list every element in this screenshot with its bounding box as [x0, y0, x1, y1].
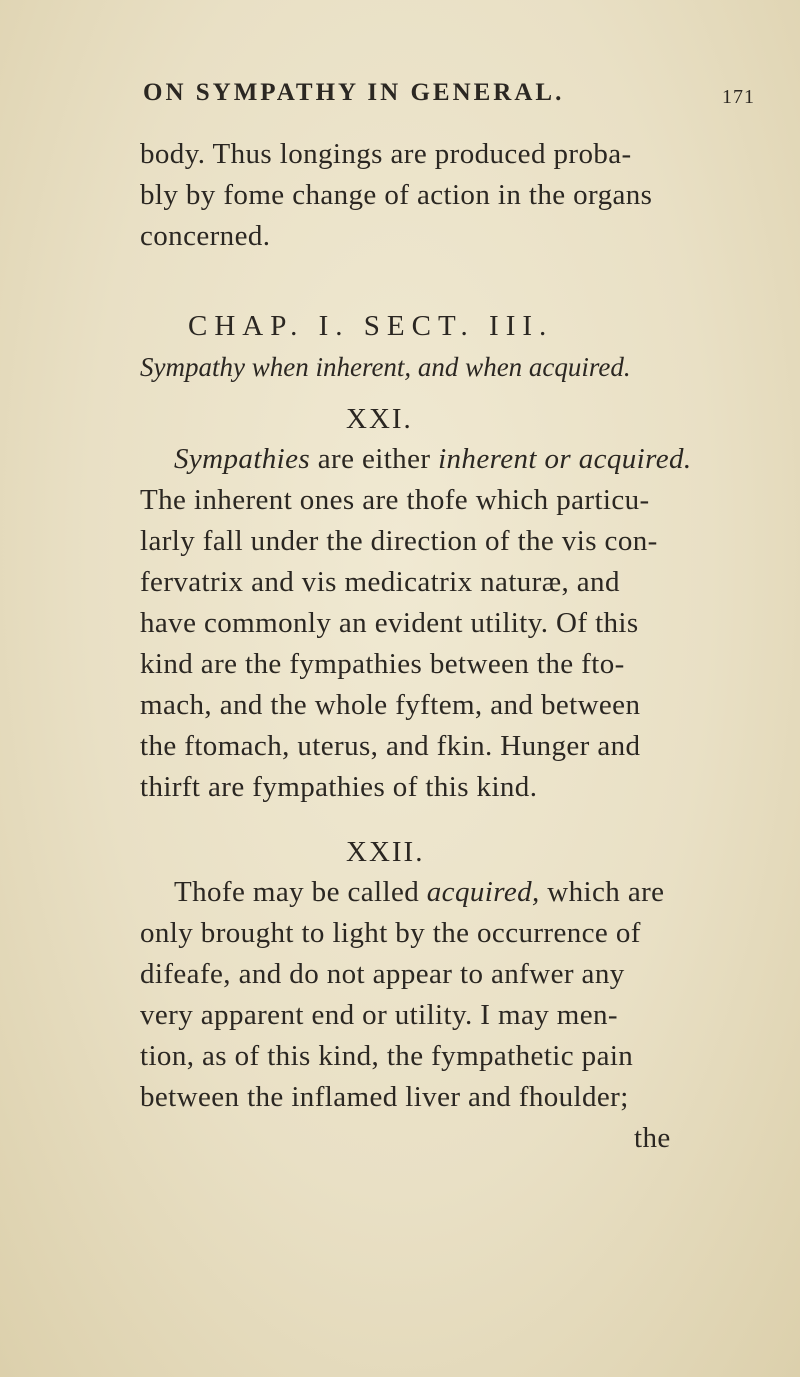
intro-line-3: concerned.	[140, 220, 271, 252]
chapter-heading: CHAP. I. SECT. III.	[188, 310, 554, 342]
xxi-text: are either	[310, 443, 439, 475]
section-numeral-xxi: XXI.	[346, 403, 413, 435]
xxi-line-6: kind are the fympathies between the fto-	[140, 648, 625, 680]
xxi-line-3: larly fall under the direction of the vis con-	[140, 525, 658, 557]
xxi-line-1	[174, 445, 692, 474]
intro-line-1: body. Thus longings are produced proba-	[140, 138, 632, 170]
xxii-line-5: tion, as of this kind, the fympathetic pain	[140, 1040, 634, 1072]
xxii-line-6: between the inflamed liver and fhoulder;	[140, 1081, 629, 1113]
xxi-line-4: fervatrix and vis medicatrix naturæ, and	[140, 566, 620, 598]
xxii-line-2: only brought to light by the occurrence of	[140, 917, 641, 949]
catchword: the	[634, 1122, 671, 1154]
section-numeral-xxii: XXII.	[346, 836, 425, 868]
xxii-line-1	[174, 878, 664, 907]
page-number: 171	[722, 86, 755, 108]
intro-line-2: bly by fome change of action in the organs	[140, 179, 653, 211]
xxi-line-9: thirft are fympathies of this kind.	[140, 771, 538, 803]
xxi-line-8: the ftomach, uterus, and fkin. Hunger and	[140, 730, 641, 762]
xxii-term-acquired: acquired,	[426, 876, 540, 908]
xxii-text-a: Thofe may be called	[174, 876, 427, 908]
running-title: ON SYMPATHY IN GENERAL.	[143, 79, 565, 106]
xxi-line-2: The inherent ones are thofe which particu-	[140, 484, 650, 516]
xxi-line-7: mach, and the whole fyftem, and between	[140, 689, 641, 721]
xxii-line-4: very apparent end or utility. I may men-	[140, 999, 618, 1031]
xxi-term-inherent-acquired: inherent or acquired.	[438, 443, 692, 475]
xxi-term-sympathies: Sympathies	[174, 443, 311, 475]
chapter-subtitle: Sympathy when inherent, and when acquired.	[140, 352, 631, 382]
xxi-line-5: have commonly an evident utility. Of this	[140, 607, 639, 639]
xxii-text-b: which are	[539, 876, 665, 908]
xxii-line-3: difeafe, and do not appear to anfwer any	[140, 958, 625, 990]
